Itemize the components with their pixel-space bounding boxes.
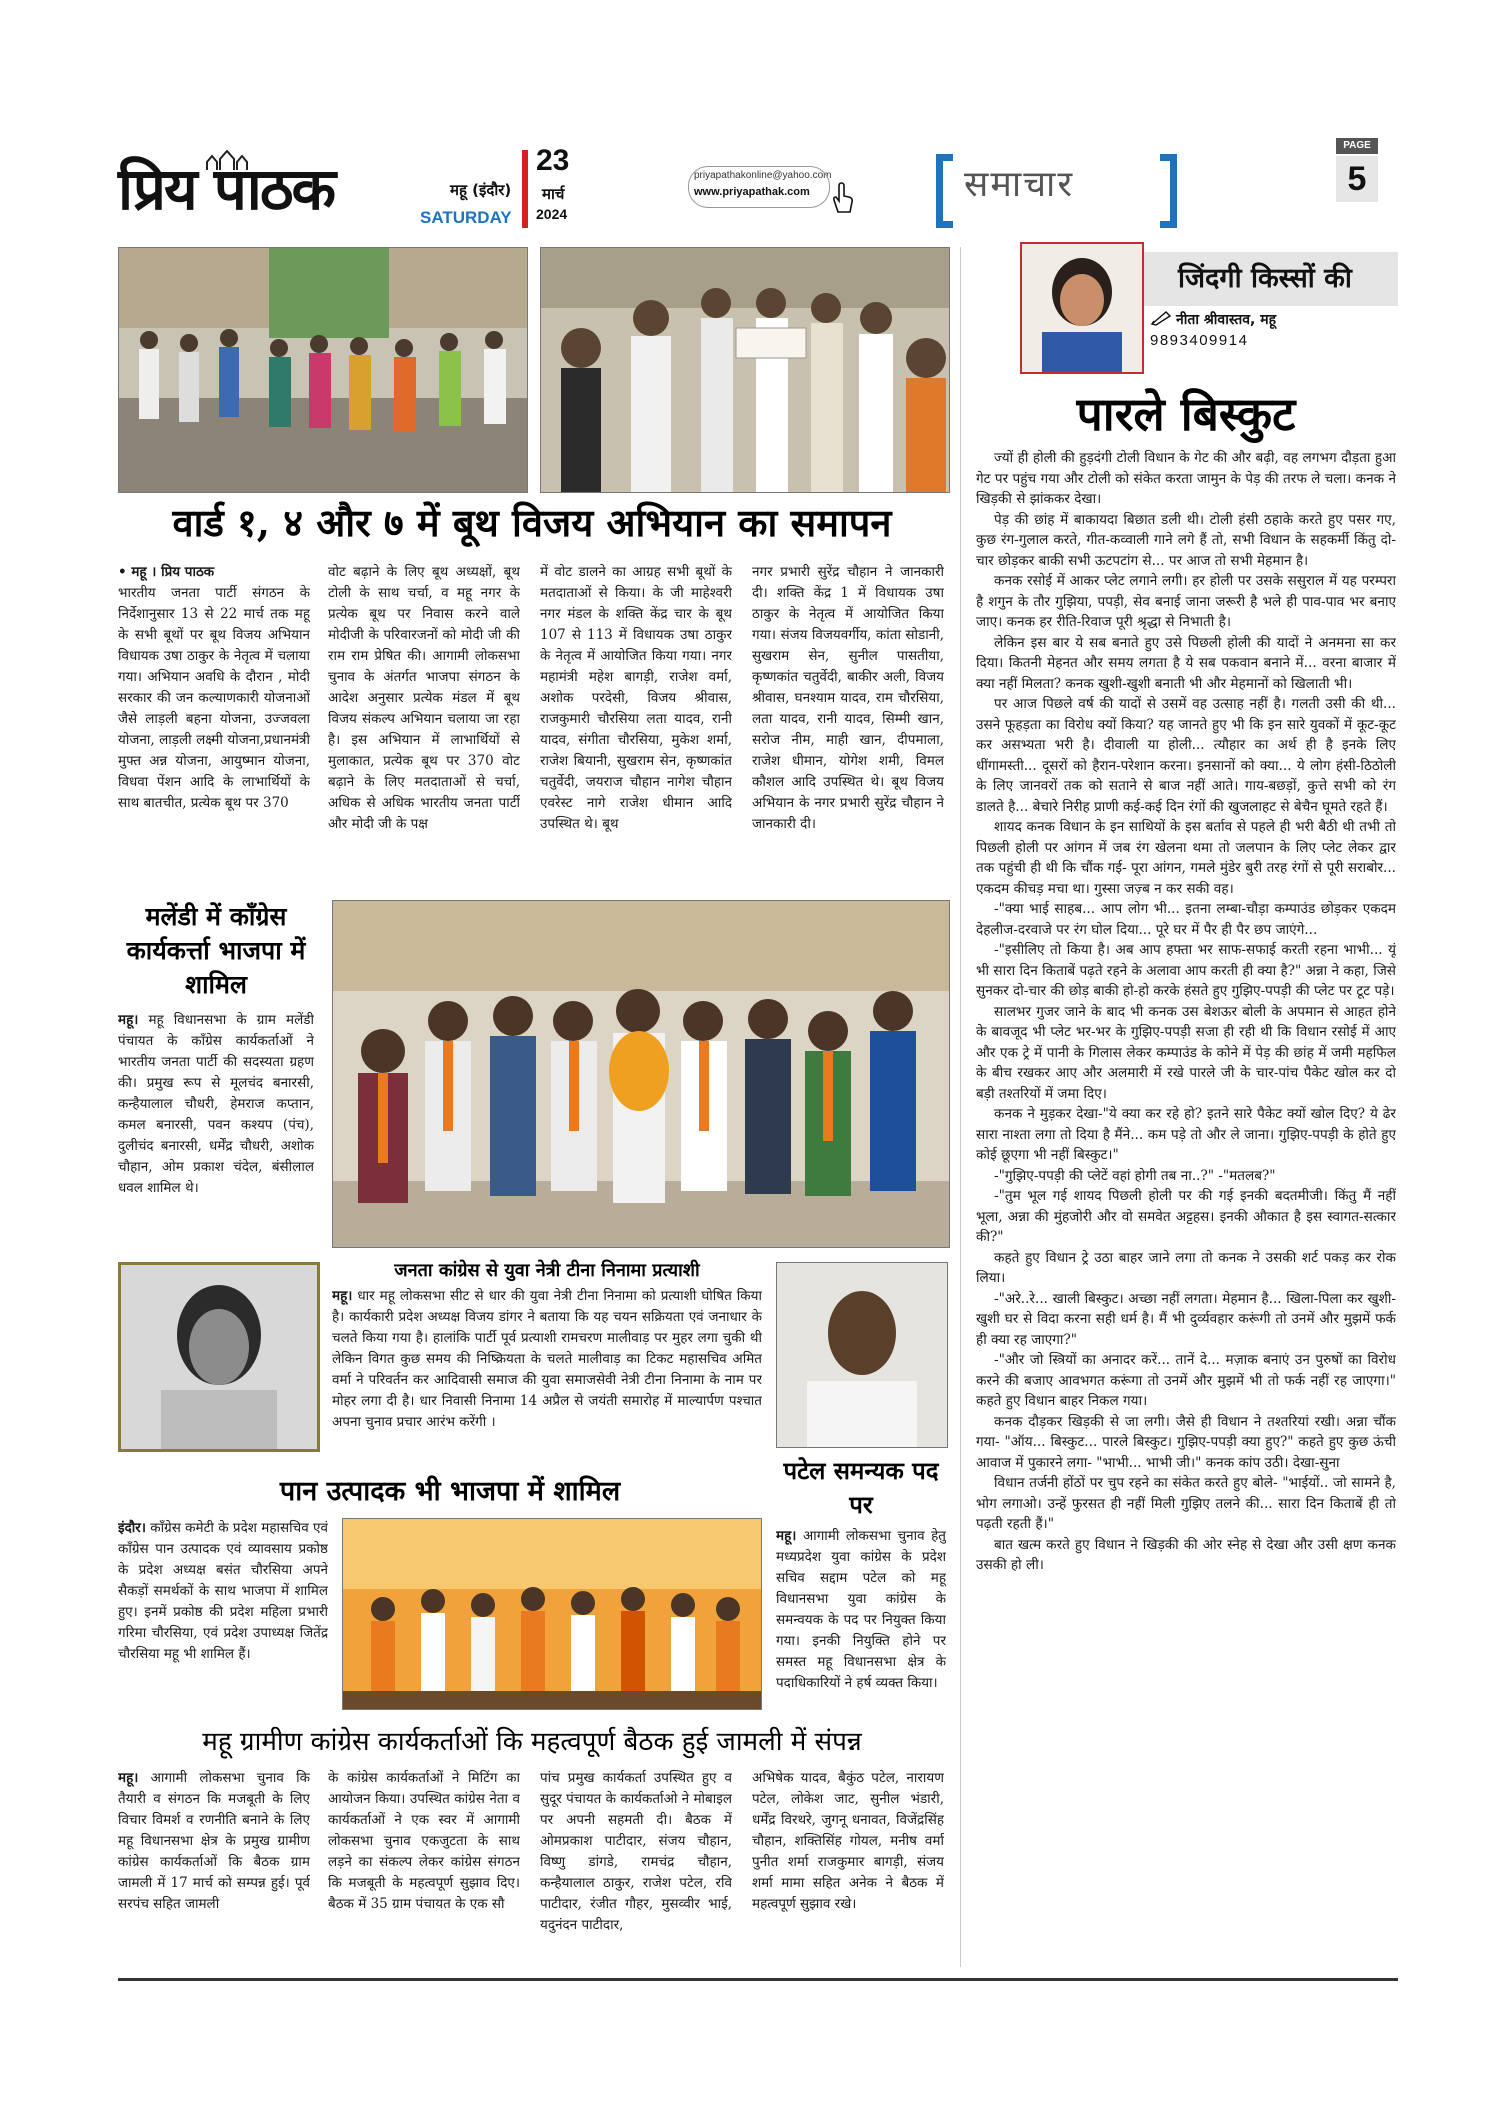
masthead-logo: प्रिय पाठक: [118, 155, 335, 223]
story3-body: [332, 1286, 762, 1466]
story1-col3-text: में वोट डालने का आग्रह सभी बूथों के मतदाताओं से किया। के जी माहेश्वरी नगर मंडल के शक्ति केंद्र चार के बूथ 107 से 113 में विधायक उषा ठाकुर के नेतृत्व में आयोजित किया गया। नगर महामंत्री महेश बागड़ी, राजेश वर्मा, अशोक परदेसी, विजय श्रीवास, राजकुमारी चौरसिया लता यादव, रानी यादव, संगीता चौरसिया, मुकेश शर्मा, राजेश बियानी, सुखराम सेन, कृष्णकांत चतुर्वेदी, जयराज चौहान नागेश चौहान एवरेस्ट नागे राजेश धीमान आदि उपस्थित थे। बूथ: [540, 564, 732, 832]
section-bracket-right: [1160, 154, 1177, 228]
hand-cursor-icon: [830, 182, 856, 214]
page-label: PAGE: [1336, 138, 1378, 154]
story1-headline: वार्ड १, ४ और ७ में बूथ विजय अभियान का समापन: [172, 500, 892, 545]
pen-icon: [1150, 310, 1172, 326]
masthead-date-num: 23: [536, 144, 570, 177]
column-phone: 9893409914: [1150, 332, 1249, 349]
story5-headline: पान उत्पादक भी भाजपा में शामिल: [279, 1476, 621, 1507]
column-author: नीता श्रीवास्तव, महू: [1176, 312, 1277, 328]
column-paragraph: -"और जो स्त्रियों का अनादर करें... तानें दे... मज़ाक बनाएं उन पुरुषों का विरोध करने की बजाए आवभगत करूंगा तो उनमें और मुझमें भी तो फर्क नहीं रह जाएगा।" कहते हुए विधान बाहर निकल गया।: [976, 1352, 1396, 1409]
section-title: समाचार: [964, 164, 1075, 205]
story2-lead: महू।: [118, 1012, 139, 1028]
story4-body: [776, 1526, 946, 1716]
column-headline: पारले बिस्कुट: [1076, 387, 1296, 441]
column-paragraph: ज्यों ही होली की हुड़दंगी टोली विधान के गेट की और बढ़ी, वह लगभग दौड़ता हुआ गेट पर पहुंच गया और टोली को संकेत करता जामुन के पेड़ की तरफ ले चला। कनक ने खिड़की से झांककर देखा।: [976, 450, 1396, 507]
story6-column-1: [118, 1768, 310, 1968]
story5-body: [118, 1518, 328, 1708]
author-portrait-image: [1022, 244, 1142, 372]
story4-headline: पटेल समन्यक पद पर: [783, 1456, 939, 1519]
column-paragraph: लेकिन इस बार ये सब बनाते हुए उसे पिछली होली की यादों ने अनमना सा कर दिया। कितनी मेहनत और समय लगता है ये सब पकवान बनाने में... वरना बाजार में क्या नहीं मिलता? कनक खुशी-खुशी बनाती भी और मेहमानों को खिलाती भी।: [976, 634, 1396, 692]
story6-column-2: [328, 1768, 520, 1968]
column-paragraph: -"गुझिए-पपड़ी की प्लेटें वहां होगी तब ना..?" -"मतलब?": [994, 1167, 1276, 1184]
column-body: [976, 448, 1396, 1968]
column-paragraph: कहते हुए विधान ट्रे उठा बाहर जाने लगा तो कनक ने उसकी शर्ट पकड़ कर रोक लिया।: [976, 1249, 1396, 1286]
story1-col2-text: वोट बढ़ाने के लिए बूथ अध्यक्षों, बूथ टोली के साथ चर्चा, व महू नगर के प्रत्येक बूथ पर निवास करने वाले मोदीजी के परिवारजनों को मोदी जी की राम राम प्रेषित की। आगामी लोकसभा चुनाव के अंतर्गत भाजपा संगठन के आदेश अनुसार प्रत्येक मंडल में बूथ विजय संकल्प अभियान चलाया जा रहा है। इस अभियान में लाभार्थियों से मुलाकात, प्रत्येक बूथ पर 370 वोट बढ़ाने के लिए मतदाताओं से चर्चा, अधिक से अधिक भारतीय जनता पार्टी और मोदी जी के पक्ष: [328, 564, 520, 832]
column-paragraph: शायद कनक विधान के इन साथियों के इस बर्ताव से पहले ही भरी बैठी थी तभी तो पिछली होली पर आंगन में जब रंग खेलना थमा तो जलपान के लिए प्लेट लेकर द्वार तक पहुंची ही थी कि चौंक गई- पूरा आंगन, गमले मुंडेर बुरी तरह रंगों से पूरी सराबोर... एकदम कीचड़ मचा था। गुस्सा जज़्ब न कर सकी वह।: [976, 819, 1396, 897]
story6-col4-text: अभिषेक यादव, बैकुंठ पटेल, नारायण पटेल, लोकेश जाट, सुनील भंडारी, धर्मेंद्र विरथरे, जुगनू धनावत, विजेंद्रसिंह चौहान, शक्तिसिंह गोयल, मनीष वर्मा पुनीत शर्मा राजकुमार बागड़ी, संजय शर्मा मामा सहित अनेक ने बैठक में महत्वपूर्ण सुझाव रखे।: [752, 1770, 944, 1912]
masthead-contact-box: [688, 166, 830, 208]
photo-street-image: [119, 248, 527, 492]
portrait-image: [121, 1265, 317, 1449]
story3-text: धार महू लोकसभा सीट से धार की युवा नेत्री टीना निनामा को प्रत्याशी घोषित किया है। कार्यकारी प्रदेश अध्यक्ष विजय डांगर ने बताया कि यह चयन सक्रियता एवं जनाधार के चलते किया गया है। हालांकि पार्टी पूर्व प्रत्याशी रामचरण मालीवाड़ पर मुहर लगा चुकी थी लेकिन विगत कुछ समय की निष्क्रियता के चलते मालीवाड़ का टिकट महासचिव अमित वर्मा ने परिवर्तन कर आदिवासी समाज की युवा समाजसेवी नेत्री टीना निनामा के नाम पर मोहर लगा दी है। धार निवासी निनामा 14 अप्रैल से जयंती समारोह में माल्यार्पण पश्चात अपना चुनाव प्रचार आरंभ करेंगी ।: [332, 1288, 762, 1430]
story1-col1-text: भारतीय जनता पार्टी संगठन के निर्देशानुसार 13 से 22 मार्च तक महू के सभी बूथों पर बूथ विजय अभियान विधायक उषा ठाकुर के नेतृत्व में चलाया गया। अभियान अवधि के दौरान , मोदी सरकार की जन कल्याणकारी योजनाओं जैसे लाड़ली बहना योजना, उज्जवला योजना, लाड़ली लक्ष्मी योजना,प्रधानमंत्री मुफ्त अन्न योजना, आयुष्मान योजना, विधवा पेंशन आदि के लाभार्थियों के साथ बातचीत, प्रत्येक बूथ पर 370: [118, 585, 310, 811]
photo-certificate-image: [541, 248, 949, 492]
story5-lead: इंदौर।: [118, 1520, 146, 1536]
masthead-year: 2024: [536, 206, 568, 222]
story1-column-3: [540, 562, 732, 882]
story6-column-3: [540, 1768, 732, 1968]
story3-lead: महू।: [332, 1288, 353, 1304]
photo-booth-campaign-street: [118, 247, 528, 493]
photo-tina-ninama: [118, 1262, 320, 1452]
column-paragraph: बात खत्म करते हुए विधान ने खिड़की की ओर स्नेह से देखा और उसी क्षण कनक उसकी हो ली।: [976, 1536, 1396, 1573]
story1-column-1: [118, 562, 310, 882]
column-paragraph: पेड़ की छांह में बाकायदा बिछात डली थी। टोली हंसी ठहाके करते हुए पसर गए, कुछ रंग-गुलाल करते, गीत-कव्वाली गाने लगे हैं तो, सभी विधान के सहकर्मी किंतु दो-चार छोड़कर बाकी सभी ऊटपटांग से... पर आज तो सभी मेहमान है।: [976, 511, 1396, 569]
column-divider: [960, 247, 961, 1967]
story6-col1-text: आगामी लोकसभा चुनाव कि तैयारी व संगठन कि मजबूती के लिए विचार विमर्श व रणनीति बनाने के लिए महू विधानसभा क्षेत्र के प्रमुख ग्रामीण कांग्रेस कार्यकर्ताओं कि बैठक ग्राम जामली में 17 मार्च को सम्पन्न हुई। पूर्व सरपंच सहित जामली: [118, 1770, 310, 1912]
column-paragraph: -"अरे..रे... खाली बिस्कुट। अच्छा नहीं लगता। मेहमान है... खिला-पिला कर खुशी-खुशी घर से विदा करना सही धर्म है। मैं भी दुर्व्यवहार करूंगी तो उनमें और मुझमें फर्क ही क्या रह जाएगा?": [976, 1290, 1396, 1348]
photo-malendi-joining: [332, 900, 950, 1248]
story6-lead: महू।: [118, 1770, 139, 1786]
masthead-contact: [688, 170, 858, 214]
story1-byline: • महू । प्रिय पाठक: [118, 564, 215, 580]
masthead-email: priyapathakonline@yahoo.com: [694, 170, 832, 181]
page-tab: [1336, 138, 1378, 206]
column-paragraph: कनक रसोई में आकर प्लेट लगाने लगी। हर होली पर उसके ससुराल में यह परम्परा है शगुन के तौर गुझिया, पपड़ी, सेव बनाई जाना जरूरी है भले ही पाव-पाव भर बनाए जाए। कनक हर रीति-रिवाज पूरी श्रृद्धा से निभाती है।: [976, 573, 1396, 630]
column-paragraph: पर आज पिछले वर्ष की यादों से उसमें वह उत्साह नहीं है। गलती उसी की थी... उसने फूहड़ता का विरोध क्यों किया? यह जानते हुए भी कि इन सारे युवकों में कूट-कूट कर असभ्यता भरी है। दीवाली या होली... त्यौहार का अर्थ ही है इनके लिए धींगामस्ती... दूसरों को हैरान-परेशान करना। इनसानों को क्या... ये लोग हंसी-ठिठोली के लिए जानवरों तक को सताने से बाज नहीं आते। गाय-बछड़ों, कुत्ते सभी को रंग डालते है... बेचारे निरीह प्राणी कई-कई दिन रंगों की खुजलाहट से बेचैन घूमते रहते हैं।: [976, 696, 1396, 815]
photo-group-image: [333, 901, 949, 1247]
story4-lead: महू।: [776, 1528, 797, 1544]
portrait-patel-image: [777, 1263, 947, 1447]
story1-column-2: [328, 562, 520, 882]
story1-col4-text: नगर प्रभारी सुरेंद्र चौहान ने जानकारी दी। शक्ति केंद्र 1 में विधायक उषा ठाकुर के नेतृत्व में आयोजित किया गया। संजय विजयवर्गीय, कांता सोडानी, सुखराम सेन, सुनील पासतीया, कृष्णकांत चतुर्वेदी, बाकीर अली, विजय श्रीवास, घनश्याम यादव, राम चौरसिया, लता यादव, रानी यादव, सिम्मी खान, सरोज नीम, माही खान, दीपमाला, राजेश धीमान, योगेश शमी, विमल कौशल आदि उपस्थित थे। बूथ विजय अभियान के नगर प्रभारी सुरेंद्र चौहान ने जानकारी दी।: [752, 564, 944, 832]
masthead-website: www.priyapathak.com: [694, 186, 810, 198]
story1-column-4: [752, 562, 944, 882]
temple-logo-icon: [202, 150, 252, 172]
story6-col3-text: पांच प्रमुख कार्यकर्ता उपस्थित हुए व सुदूर पंचायत के कार्यकर्ताओ ने मोबाइल पर अपनी सहमती दी। बैठक में ओमप्रकाश पाटीदार, संजय चौहान, विष्णु डांगडे, रामचंद्र चौहान, कन्हैयालाल ठाकुर, राजेश पटेल, रवि पाटीदार, रंजीत गौहर, मुसव्वीर भाई, यदुनंदन पाटीदार,: [540, 1770, 732, 1933]
story2-headline: मलेंडी में कॉंग्रेस कार्यकर्त्ता भाजपा में शामिल: [126, 902, 306, 999]
column-paragraph: सालभर गुजर जाने के बाद भी कनक उस बेशऊर बोली के अपमान से आहत होने के बावजूद भी प्लेट भर-भर के गुझिए-पपड़ी सजा ही रही थी कि विधान रसोई में आए और एक ट्रे में पानी के गिलास लेकर कम्पाउंड के कोने में पेड़ की छांह में जमी महफिल के बीच रखकर आए और अलमारी में रखे पारले जी के चार-पांच पैकेट खोल कर दो बड़ी तश्तरियों में जमा दिए।: [976, 1003, 1396, 1102]
photo-paan-joining: [342, 1518, 762, 1710]
story3-headline: जनता कांग्रेस से युवा नेत्री टीना निनामा प्रत्याशी: [394, 1260, 700, 1281]
photo-stage-image: [343, 1519, 761, 1709]
story6-col2-text: के कांग्रेस कार्यकर्ताओं ने मिटिंग का आयोजन किया। उपस्थित कांग्रेस नेता व कार्यकर्ताओं ने एक स्वर में आगामी लोकसभा चुनाव एकजुटता के साथ लड़ने का संकल्प लेकर कांग्रेस संगठन कि मजबूती के महत्वपूर्ण सुझाव दिए। बैठक में 35 ग्राम पंचायत के एक सौ: [328, 1770, 520, 1912]
column-paragraph: -"तुम भूल गई शायद पिछली होली पर की गई इनकी बदतमीजी। किंतु मैं नहीं भूला, अन्ना की मुंहजोरी और वो समवेत अट्टहस। इनकी औकात है इस स्वागत-सत्कार की?": [976, 1188, 1396, 1245]
masthead-day: SATURDAY: [420, 208, 512, 227]
masthead-month: मार्च: [542, 185, 565, 203]
page-bottom-rule: [118, 1978, 1398, 1981]
page-number: 5: [1336, 156, 1378, 202]
photo-author: [1020, 242, 1144, 374]
column-title: जिंदगी किस्सों की: [1178, 263, 1352, 294]
story6-column-4: [752, 1768, 944, 1968]
story2-body: [118, 1010, 314, 1240]
masthead-city: महू (इंदौर): [450, 181, 512, 199]
section-bracket-left: [936, 154, 953, 228]
story5-text: कॉंग्रेस कमेटी के प्रदेश महासचिव एवं कॉंग्रेस पान उत्पादक एवं व्यावसाय प्रकोष्ठ के प्रदेश अध्यक्ष बसंत चौरसिया अपने सैकड़ों समर्थकों के साथ भाजपा में शामिल हुए। इनमें प्रकोष्ठ की प्रदेश महिला प्रभारी गरिमा चौरसिया, एवं प्रदेश उपाध्यक्ष जितेंद्र चौरसिया महू भी शामिल हैं।: [118, 1520, 328, 1662]
masthead-divider: [522, 150, 528, 228]
column-paragraph: कनक ने मुड़कर देखा-"ये क्या कर रहे हो? इतने सारे पैकेट क्यों खोल दिए? ये ढेर सारा नाश्ता लगा तो दिया है मैंने... कम पड़े तो और ले जाना। गुझिए-पपड़ी के होते हुए कोई छूएगा भी नहीं बिस्कुट।": [976, 1106, 1396, 1163]
masthead: [118, 140, 1398, 230]
column-paragraph: कनक दौड़कर खिड़की से जा लगी। जैसे ही विधान ने तश्तरियां रखी। अन्ना चौंक गया- "ऑय... बिस्कुट... पारले बिस्कुट। गुझिए-पपड़ी क्या हुए?" कहते हुए कुछ ऊंची आवाज में पुकारने लगा- "भाभी... भाभी जी।" कनक कांप उठी। देखा-सुना: [976, 1413, 1396, 1471]
photo-booth-campaign-certificate: [540, 247, 950, 493]
column-paragraph: विधान तर्जनी होंठों पर चुप रहने का संकेत करते हुए बोले- "भाईयों.. जो सामने है, भोग लगाओ। उन्हें फुरसत ही नहीं मिली गुझिए तलने की... सारा दिन किताबें ही तो पढ़ती रहती हैं।": [976, 1475, 1396, 1532]
column-paragraph: -"इसीलिए तो किया है। अब आप हफ्ता भर साफ-सफाई करती रहना भाभी... यूं भी सारा दिन किताबें पढ़ते रहने के अलावा आप करती ही क्या है?" अन्ना ने कहा, जिसे सुनकर दो-चार की छोड़ बाकी हो-हो करके हंसते हुए गुझिए-पपड़ी की प्लेट पर टूट पड़े।: [976, 942, 1396, 999]
story4-text: आगामी लोकसभा चुनाव हेतु मध्यप्रदेश युवा कांग्रेस के प्रदेश सचिव सद्दाम पटेल को महू विधानसभा युवा कांग्रेस के समन्वयक के पद पर नियुक्त किया गया। इनकी नियुक्ति होने पर समस्त महू विधानसभा क्षेत्र के पदाधिकारियों ने हर्ष व्यक्त किया।: [776, 1528, 946, 1691]
story2-text: महू विधानसभा के ग्राम मलेंडी पंचायत के कॉंग्रेस कार्यकर्ताओं ने भारतीय जनता पार्टी की सदस्यता ग्रहण की। प्रमुख रूप से मूलचंद बनारसी, कन्हैयालाल चौधरी, हेमराज कप्तान, कमल बनारसी, पवन कश्यप (पंच), दुलीचंद बनारसी, धर्मेंद्र चौधरी, अशोक चौहान, ओम प्रकाश चंदेल, बंसीलाल धवल शामिल थे।: [118, 1012, 314, 1196]
story6-headline: महू ग्रामीण कांग्रेस कार्यकर्ताओं कि महत्वपूर्ण बैठक हुई जामली में संपन्न: [202, 1727, 862, 1757]
photo-saddam-patel: [776, 1262, 948, 1448]
column-paragraph: -"क्या भाई साहब... आप लोग भी... इतना लम्बा-चौड़ा कम्पाउंड छोड़कर एकदम देहलीज-दरवाजे पर रंग घोल दिया... पूरे घर में पैर ही पैर छप जाएंगे...: [976, 901, 1396, 938]
